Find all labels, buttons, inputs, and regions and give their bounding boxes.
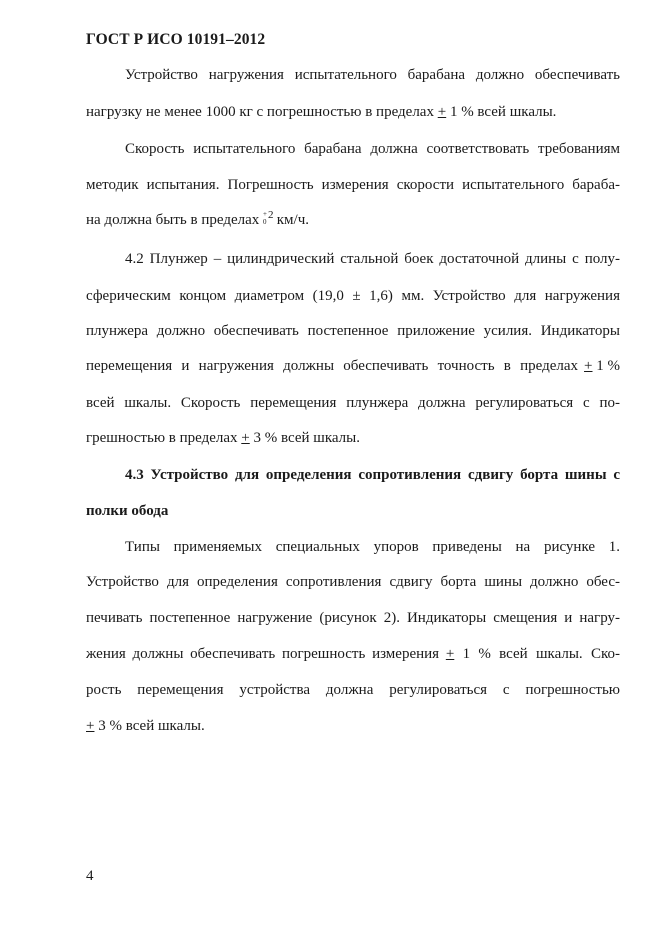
para4-line5: рость перемещения устройства должна регулироваться с погрешностью [86,682,620,698]
document-header: ГОСТ Р ИСО 10191–2012 [86,31,266,48]
para1-line2-text: нагрузку не менее 1000 кг с погрешностью в пределах [86,104,438,120]
para3-line6-text: грешностью в пределах [86,430,242,446]
tolerance-upper-sign: + [263,210,267,218]
para3-line4-end [584,357,620,375]
page-number: 4 [86,868,94,884]
tolerance-value [263,211,273,227]
para4-line3: печивать постепенное нагружение (рисунок 2). Индикаторы смещения и нагру- [86,610,620,626]
plus-minus-sign: + [86,718,95,734]
para3-line4-text: перемещения и нагружения должны обеспечивать точность в пределах [86,358,579,374]
para4-line4 [86,645,620,663]
para2-line3-end: км/ч. [273,212,310,228]
para3-line1: 4.2 Плунжер – цилиндрический стальной боек достаточной длины с полу- [125,251,620,267]
tolerance-lower: 0 [263,218,267,226]
para4-line6-end: 3 % всей шкалы. [94,718,205,734]
para2-line3 [86,211,309,229]
para1-line1: Устройство нагружения испытательного барабана должно обеспечивать [125,67,620,83]
para3-line5: всей шкалы. Скорость перемещения плунжера должна регулироваться с по- [86,395,620,411]
para3-line3: плунжера должно обеспечивать постепенное приложение усилия. Индикаторы [86,323,620,339]
para4-line4-text: жения должны обеспечивать погрешность измерения [86,646,446,662]
para4-line6 [86,717,205,735]
para4-line2: Устройство для определения сопротивления сдвигу борта шины должно обес- [86,574,620,590]
para3-line2: сферическим концом диаметром (19,0 ± 1,6) мм. Устройство для нагружения [86,288,620,304]
para3-line6-end: 3 % всей шкалы. [249,430,360,446]
tolerance-number: 2 [268,209,274,221]
para3-line6 [86,429,360,447]
para1-line2 [86,103,556,121]
section-heading-4-3-line2: полки обода [86,503,169,519]
plus-minus-sign: + [241,430,250,446]
para3-line4 [86,357,620,375]
para2-line3-text: на должна быть в пределах [86,212,264,228]
plus-minus-sign: + [445,646,455,662]
para2-line2: методик испытания. Погрешность измерения скорости испытательного бараба- [86,177,620,193]
section-heading-4-3-line1: 4.3 Устройство для определения сопротивления сдвигу борта шины с [125,467,620,483]
para3-line4-value: 1 % [592,358,620,374]
para1-line2-end: 1 % всей шкалы. [446,104,557,120]
para4-line4-end: 1 % всей шкалы. Ско- [454,646,620,662]
plus-minus-sign: + [584,358,593,374]
para2-line1: Скорость испытательного барабана должна соответствовать требованиям [125,141,620,157]
para4-line1: Типы применяемых специальных упоров приведены на рисунке 1. [125,539,620,555]
plus-minus-sign: + [437,104,447,120]
